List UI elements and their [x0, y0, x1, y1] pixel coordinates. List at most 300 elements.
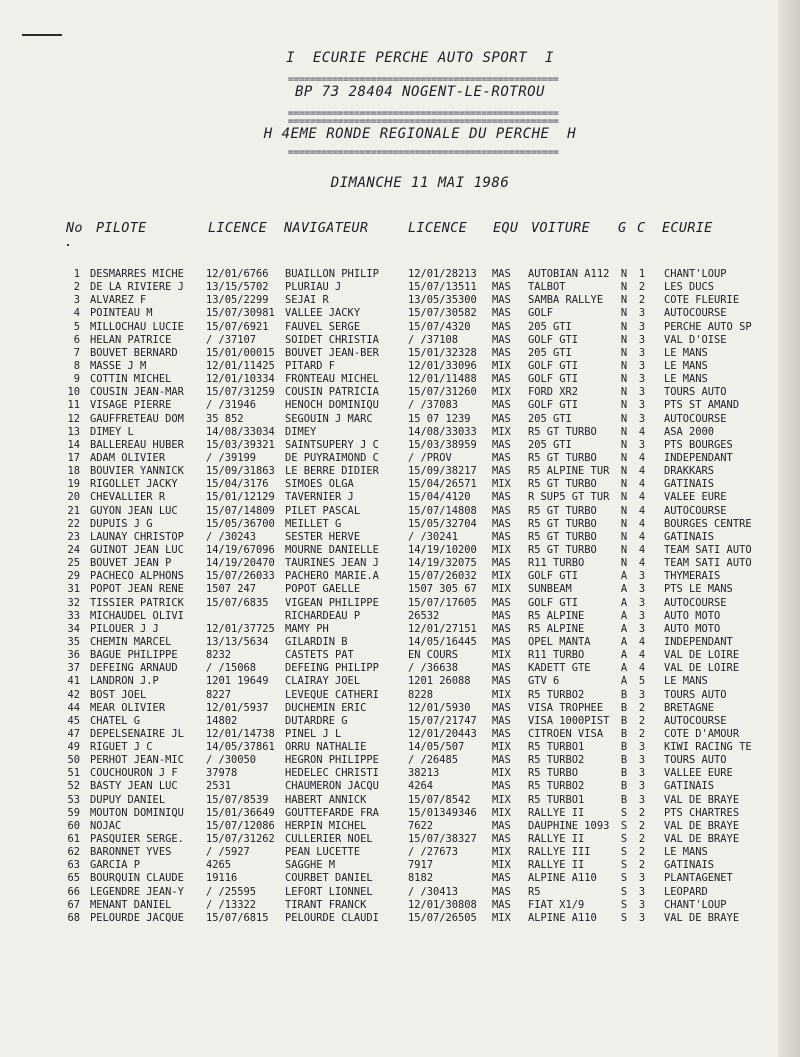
team: VALLEE EURE: [664, 767, 733, 780]
group: S: [620, 911, 628, 924]
col-licence-nav: LICENCE: [408, 220, 467, 236]
crew-type: MIX: [492, 570, 511, 583]
navigator-licence: / /27673: [408, 846, 459, 859]
pilot-licence: 15/01/12129: [206, 491, 275, 504]
navigator-licence: 38213: [408, 767, 440, 780]
table-row: [0, 557, 800, 570]
table-row: [0, 478, 800, 491]
pilot-name: GUYON JEAN LUC: [90, 504, 178, 517]
navigator-name: TAVERNIER J: [285, 491, 354, 504]
rule-1: =================================================: [287, 74, 559, 85]
group: N: [620, 307, 628, 320]
crew-type: MAS: [492, 307, 511, 320]
navigator-licence: 12/01/33096: [408, 359, 477, 372]
navigator-name: GILARDIN B: [285, 635, 348, 648]
navigator-name: TAURINES JEAN J: [285, 557, 379, 570]
group: N: [620, 478, 628, 491]
pilot-licence: 15/07/12086: [206, 819, 275, 832]
pilot-licence: 14/05/37861: [206, 741, 275, 754]
navigator-licence: 15 07 1239: [408, 412, 471, 425]
pilot-licence: 15/07/6835: [206, 596, 269, 609]
crew-type: MAS: [492, 635, 511, 648]
navigator-name: SAGGHE M: [285, 859, 336, 872]
team: GATINAIS: [664, 859, 715, 872]
navigator-licence: 15/07/26505: [408, 911, 477, 924]
car-model: SUNBEAM: [528, 583, 572, 596]
entry-number: 8: [73, 359, 80, 372]
navigator-name: VALLEE JACKY: [285, 307, 361, 320]
pilot-licence: 15/07/6921: [206, 320, 269, 333]
crew-type: MAS: [492, 727, 511, 740]
navigator-licence: 15/09/38217: [408, 465, 477, 478]
class: 2: [638, 806, 646, 819]
pilot-name: PASQUIER SERGE.: [90, 833, 184, 846]
group: B: [620, 701, 628, 714]
crew-type: MIX: [492, 543, 511, 556]
entry-number: 7: [73, 346, 80, 359]
pilot-licence: 15/05/36700: [206, 517, 275, 530]
pilot-name: BOST JOEL: [90, 688, 147, 701]
pilot-name: GUINOT JEAN LUC: [90, 543, 184, 556]
team: AUTOCOURSE: [664, 412, 727, 425]
group: N: [620, 438, 628, 451]
team: VAL D'OISE: [664, 333, 727, 346]
entry-number: 53: [67, 793, 80, 806]
navigator-licence: 14/05/16445: [408, 635, 477, 648]
entry-number: 5: [73, 320, 80, 333]
team: TOURS AUTO: [664, 754, 727, 767]
pilot-name: VISAGE PIERRE: [90, 399, 172, 412]
pilot-licence: 15/07/31262: [206, 833, 275, 846]
class: 4: [638, 478, 646, 491]
pilot-name: BAGUE PHILIPPE: [90, 649, 178, 662]
car-model: R11 TURBO: [528, 649, 585, 662]
navigator-name: TIRANT FRANCK: [285, 898, 367, 911]
pilot-name: COUSIN JEAN-MAR: [90, 386, 184, 399]
class: 4: [638, 635, 646, 648]
table-row: [0, 570, 800, 583]
class: 4: [638, 517, 646, 530]
car-model: R5 GT TURBO: [528, 543, 597, 556]
pilot-licence: 12/01/11425: [206, 359, 275, 372]
group: A: [620, 675, 628, 688]
group: S: [620, 819, 628, 832]
car-model: OPEL MANTA: [528, 635, 591, 648]
pilot-name: BOUVIER YANNICK: [90, 465, 184, 478]
crew-type: MIX: [492, 649, 511, 662]
navigator-licence: 14/19/32075: [408, 557, 477, 570]
entry-number: 44: [67, 701, 80, 714]
table-row: [0, 702, 800, 715]
crew-type: MAS: [492, 819, 511, 832]
class: 2: [638, 714, 646, 727]
pilot-name: PELOURDE JACQUE: [90, 911, 184, 924]
class: 5: [638, 675, 646, 688]
col-ecurie: ECURIE: [662, 220, 713, 236]
entry-number: 49: [67, 741, 80, 754]
team: LE MANS: [664, 359, 708, 372]
crew-type: MAS: [492, 438, 511, 451]
class: 4: [638, 491, 646, 504]
car-model: GOLF GTI: [528, 333, 579, 346]
pilot-name: LEGENDRE JEAN-Y: [90, 885, 184, 898]
entry-number: 50: [67, 754, 80, 767]
entry-number: 20: [67, 491, 80, 504]
pilot-licence: 35 852: [206, 412, 244, 425]
navigator-licence: 15/07/30582: [408, 307, 477, 320]
group: B: [620, 793, 628, 806]
entry-table: [0, 268, 800, 925]
team: LE MANS: [664, 346, 708, 359]
navigator-name: HEDELEC CHRISTI: [285, 767, 379, 780]
team: VAL DE LOIRE: [664, 662, 740, 675]
crew-type: MAS: [492, 622, 511, 635]
team: TOURS AUTO: [664, 688, 727, 701]
team: LES DUCS: [664, 281, 715, 294]
team: AUTO MOTO: [664, 622, 721, 635]
crew-type: MIX: [492, 846, 511, 859]
navigator-name: HEGRON PHILIPPE: [285, 754, 379, 767]
table-row: [0, 728, 800, 741]
table-row: [0, 807, 800, 820]
col-c: C: [637, 220, 646, 236]
pilot-licence: / /15068: [206, 662, 257, 675]
navigator-name: CULLERIER NOEL: [285, 833, 373, 846]
navigator-name: SAINTSUPERY J C: [285, 438, 379, 451]
team: AUTOCOURSE: [664, 307, 727, 320]
entry-number: 29: [67, 570, 80, 583]
team: VAL DE BRAYE: [664, 793, 740, 806]
class: 4: [638, 425, 646, 438]
group: N: [620, 373, 628, 386]
navigator-name: DE PUYRAIMOND C: [285, 451, 379, 464]
entry-number: 60: [67, 819, 80, 832]
class: 3: [638, 373, 646, 386]
pilot-name: GAUFFRETEAU DOM: [90, 412, 184, 425]
navigator-name: CASTETS PAT: [285, 649, 354, 662]
entry-number: 35: [67, 635, 80, 648]
navigator-licence: 15/07/17605: [408, 596, 477, 609]
team: VAL DE BRAYE: [664, 833, 740, 846]
navigator-name: PITARD F: [285, 359, 336, 372]
team: DRAKKARS: [664, 465, 715, 478]
car-model: R SUP5 GT TUR: [528, 491, 610, 504]
navigator-licence: 12/01/5930: [408, 701, 471, 714]
crew-type: MIX: [492, 793, 511, 806]
group: S: [620, 833, 628, 846]
entry-number: 3: [73, 294, 80, 307]
car-model: R5 GT TURBO: [528, 530, 597, 543]
car-model: 205 GTI: [528, 438, 572, 451]
table-row: [0, 886, 800, 899]
car-model: RALLYE II: [528, 859, 585, 872]
table-row: [0, 649, 800, 662]
crew-type: MIX: [492, 767, 511, 780]
class: 3: [638, 333, 646, 346]
navigator-name: DIMEY: [285, 425, 317, 438]
entry-number: 47: [67, 727, 80, 740]
team: GATINAIS: [664, 530, 715, 543]
crew-type: MAS: [492, 294, 511, 307]
pilot-name: CHEVALLIER R: [90, 491, 166, 504]
table-row: [0, 780, 800, 793]
pilot-licence: 37978: [206, 767, 238, 780]
col-licence: LICENCE: [208, 220, 267, 236]
crew-type: MAS: [492, 373, 511, 386]
group: N: [620, 294, 628, 307]
table-row: [0, 912, 800, 925]
crew-type: MAS: [492, 872, 511, 885]
navigator-licence: 15/03/38959: [408, 438, 477, 451]
table-row: [0, 899, 800, 912]
team: LE MANS: [664, 846, 708, 859]
table-row: [0, 754, 800, 767]
navigator-licence: 1507 305 67: [408, 583, 477, 596]
table-row: [0, 767, 800, 780]
entry-number: 66: [67, 885, 80, 898]
navigator-licence: 14/05/507: [408, 741, 465, 754]
group: N: [620, 543, 628, 556]
pilot-licence: 15/07/14809: [206, 504, 275, 517]
table-row: [0, 426, 800, 439]
team: GATINAIS: [664, 780, 715, 793]
navigator-name: HENOCH DOMINIQU: [285, 399, 379, 412]
pilot-name: MASSE J M: [90, 359, 147, 372]
group: B: [620, 741, 628, 754]
navigator-licence: 26532: [408, 609, 440, 622]
crew-type: MAS: [492, 530, 511, 543]
pilot-licence: 12/01/14738: [206, 727, 275, 740]
table-row: [0, 439, 800, 452]
team: KIWI RACING TE: [664, 741, 752, 754]
pilot-name: BALLEREAU HUBER: [90, 438, 184, 451]
group: S: [620, 846, 628, 859]
navigator-licence: 15/04/26571: [408, 478, 477, 491]
table-row: [0, 347, 800, 360]
navigator-name: GOUTTEFARDE FRA: [285, 806, 379, 819]
team: TOURS AUTO: [664, 386, 727, 399]
class: 2: [638, 859, 646, 872]
entry-number: 42: [67, 688, 80, 701]
class: 3: [638, 793, 646, 806]
navigator-name: SEJAI R: [285, 294, 329, 307]
class: 3: [638, 622, 646, 635]
car-model: R5 GT TURBO: [528, 451, 597, 464]
navigator-name: BOUVET JEAN-BER: [285, 346, 379, 359]
col-voiture: VOITURE: [531, 220, 590, 236]
table-row: [0, 452, 800, 465]
navigator-name: SEGOUIN J MARC: [285, 412, 373, 425]
car-model: R5 TURBO: [528, 767, 579, 780]
team: AUTOCOURSE: [664, 714, 727, 727]
car-model: FORD XR2: [528, 386, 579, 399]
navigator-licence: 15/04/4120: [408, 491, 471, 504]
pilot-name: DESMARRES MICHE: [90, 268, 184, 280]
pilot-licence: / /5927: [206, 846, 250, 859]
navigator-licence: 7622: [408, 819, 434, 832]
group: B: [620, 727, 628, 740]
table-row: [0, 386, 800, 399]
class: 3: [638, 754, 646, 767]
table-row: [0, 623, 800, 636]
class: 3: [638, 346, 646, 359]
table-row: [0, 307, 800, 320]
navigator-name: PINEL J L: [285, 727, 342, 740]
class: 2: [638, 281, 646, 294]
group: B: [620, 754, 628, 767]
team: PERCHE AUTO SP: [664, 320, 752, 333]
pilot-name: MILLOCHAU LUCIE: [90, 320, 184, 333]
pilot-name: BOURQUIN CLAUDE: [90, 872, 184, 885]
entry-number: 32: [67, 596, 80, 609]
pilot-name: MICHAUDEL OLIVI: [90, 609, 184, 622]
pilot-licence: 15/03/39321: [206, 438, 275, 451]
class: 3: [638, 688, 646, 701]
navigator-name: PACHERO MARIE.A: [285, 570, 379, 583]
table-row: [0, 689, 800, 702]
class: 3: [638, 885, 646, 898]
navigator-licence: / /30241: [408, 530, 459, 543]
class: 4: [638, 662, 646, 675]
car-model: R5 GT TURBO: [528, 478, 597, 491]
class: 3: [638, 570, 646, 583]
class: 2: [638, 701, 646, 714]
navigator-name: COURBET DANIEL: [285, 872, 373, 885]
team: PTS CHARTRES: [664, 806, 740, 819]
pilot-name: CHEMIN MARCEL: [90, 635, 172, 648]
pilot-name: COTTIN MICHEL: [90, 373, 172, 386]
group: A: [620, 649, 628, 662]
navigator-name: MAMY PH: [285, 622, 329, 635]
group: N: [620, 491, 628, 504]
entry-number: 33: [67, 609, 80, 622]
navigator-name: HABERT ANNICK: [285, 793, 367, 806]
car-model: R5 ALPINE: [528, 622, 585, 635]
navigator-name: LE BERRE DIDIER: [285, 465, 379, 478]
group: A: [620, 635, 628, 648]
group: N: [620, 517, 628, 530]
navigator-licence: 12/01/20443: [408, 727, 477, 740]
group: N: [620, 465, 628, 478]
entry-number: 62: [67, 846, 80, 859]
class: 3: [638, 780, 646, 793]
entry-number: 2: [73, 281, 80, 294]
navigator-licence: 15/07/31260: [408, 386, 477, 399]
navigator-licence: 12/01/11488: [408, 373, 477, 386]
stray-dot: [67, 244, 69, 246]
rule-2: =================================================: [287, 108, 559, 119]
car-model: R5 TURBO1: [528, 741, 585, 754]
class: 2: [638, 727, 646, 740]
entry-number: 9: [73, 373, 80, 386]
group: S: [620, 806, 628, 819]
team: VAL DE BRAYE: [664, 819, 740, 832]
car-model: 205 GTI: [528, 412, 572, 425]
pilot-name: PERHOT JEAN-MIC: [90, 754, 184, 767]
pilot-name: LANDRON J.P: [90, 675, 159, 688]
pilot-name: MENANT DANIEL: [90, 898, 172, 911]
team: COTE D'AMOUR: [664, 727, 740, 740]
pilot-licence: 13/13/5634: [206, 635, 269, 648]
crew-type: MAS: [492, 268, 511, 280]
pilot-name: BOUVET BERNARD: [90, 346, 178, 359]
pilot-licence: / /13322: [206, 898, 257, 911]
table-row: [0, 505, 800, 518]
table-row: [0, 846, 800, 859]
table-row: [0, 531, 800, 544]
pilot-name: TISSIER PATRICK: [90, 596, 184, 609]
group: A: [620, 622, 628, 635]
table-row: [0, 334, 800, 347]
table-row: [0, 373, 800, 386]
navigator-licence: 15/07/21747: [408, 714, 477, 727]
group: B: [620, 767, 628, 780]
class: 4: [638, 465, 646, 478]
crew-type: MAS: [492, 596, 511, 609]
entry-number: 25: [67, 557, 80, 570]
car-model: CITROEN VISA: [528, 727, 604, 740]
pilot-licence: 19116: [206, 872, 238, 885]
table-row: [0, 833, 800, 846]
group: B: [620, 714, 628, 727]
table-row: [0, 518, 800, 531]
team: PLANTAGENET: [664, 872, 733, 885]
entry-number: 52: [67, 780, 80, 793]
pilot-licence: 13/15/5702: [206, 281, 269, 294]
pilot-licence: 15/07/8539: [206, 793, 269, 806]
pilot-name: POPOT JEAN RENE: [90, 583, 184, 596]
pilot-name: COUCHOURON J F: [90, 767, 178, 780]
pilot-licence: 1507 247: [206, 583, 257, 596]
class: 2: [638, 833, 646, 846]
car-model: TALBOT: [528, 281, 566, 294]
event-title: H 4EME RONDE REGIONALE DU PERCHE H: [263, 126, 577, 142]
navigator-licence: 15/07/13511: [408, 281, 477, 294]
pilot-name: LAUNAY CHRISTOP: [90, 530, 184, 543]
group: N: [620, 359, 628, 372]
pilot-licence: 14802: [206, 714, 238, 727]
entry-number: 13: [67, 425, 80, 438]
pilot-name: PACHECO ALPHONS: [90, 570, 184, 583]
group: N: [620, 386, 628, 399]
class: 3: [638, 872, 646, 885]
navigator-licence: 15/01/32328: [408, 346, 477, 359]
entry-number: 19: [67, 478, 80, 491]
navigator-name: POPOT GAELLE: [285, 583, 361, 596]
car-model: AUTOBIAN A112: [528, 268, 610, 280]
group: N: [620, 320, 628, 333]
crew-type: MAS: [492, 451, 511, 464]
navigator-licence: 15/07/38327: [408, 833, 477, 846]
team: TEAM SATI AUTO: [664, 557, 752, 570]
crew-type: MIX: [492, 359, 511, 372]
class: 4: [638, 557, 646, 570]
group: A: [620, 596, 628, 609]
navigator-licence: 12/01/28213: [408, 268, 477, 280]
table-row: [0, 741, 800, 754]
navigator-name: COUSIN PATRICIA: [285, 386, 379, 399]
class: 2: [638, 294, 646, 307]
class: 3: [638, 609, 646, 622]
table-row: [0, 636, 800, 649]
car-model: R5 ALPINE TUR: [528, 465, 610, 478]
class: 3: [638, 359, 646, 372]
rule-4: =================================================: [287, 147, 559, 158]
crew-type: MIX: [492, 425, 511, 438]
navigator-licence: 8228: [408, 688, 434, 701]
car-model: DAUPHINE 1093: [528, 819, 610, 832]
rule-3: =================================================: [287, 116, 559, 127]
